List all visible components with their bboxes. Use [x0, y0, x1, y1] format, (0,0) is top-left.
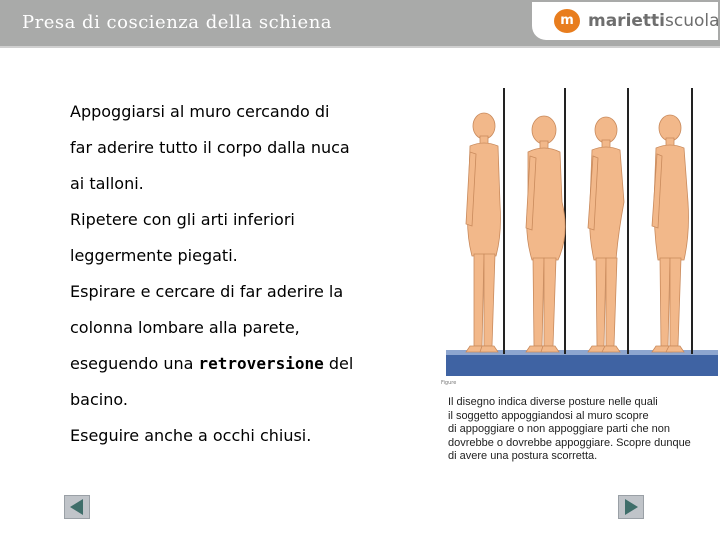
logo-text — [588, 11, 720, 31]
floor — [446, 354, 718, 376]
logo — [532, 2, 718, 40]
arrow-left-icon — [65, 496, 89, 518]
text-line: Ripetere con gli arti inferiori — [70, 210, 295, 229]
header-bar — [0, 0, 720, 46]
logo-brand-bold: marietti — [588, 11, 666, 31]
logo-brand-light: scuola — [665, 11, 720, 31]
instruction-text — [70, 94, 400, 454]
logo-mark: m — [554, 9, 580, 33]
arrow-right-icon — [619, 496, 643, 518]
body-figure-4 — [652, 115, 689, 352]
previous-slide-button[interactable] — [64, 495, 90, 519]
caption-line: Il disegno indica diverse posture nelle quali — [448, 396, 658, 408]
text-line: leggermente piegati. — [70, 246, 238, 265]
wall-line — [503, 88, 505, 354]
figure-side-label: Figure — [441, 380, 457, 386]
text-line: Espirare e cercare di far aderire la — [70, 282, 344, 301]
body-figure-2 — [526, 116, 565, 352]
caption-line: il soggetto appoggiandosi al muro scopre — [448, 409, 649, 422]
keyword-retroversione: retroversione — [198, 354, 324, 373]
next-slide-button[interactable] — [618, 495, 644, 519]
text-line: bacino. — [70, 390, 128, 409]
page-title: Presa di coscienza della schiena — [22, 12, 333, 33]
wall-line — [627, 88, 629, 354]
caption-line: di appoggiare o non appoggiare parti che non — [448, 423, 671, 435]
text-segment: eseguendo una — [70, 354, 199, 373]
caption-line: di avere una postura scorretta. — [448, 450, 598, 462]
text-line — [70, 346, 400, 382]
text-line: Appoggiarsi al muro cercando di — [70, 102, 330, 121]
text-line: far aderire tutto il corpo dalla nuca — [70, 138, 350, 157]
body-figure-3 — [588, 117, 624, 352]
body-figure-1 — [466, 113, 501, 352]
caption-line: dovrebbe o dovrebbe appoggiare. Scopre dunque — [448, 436, 691, 449]
text-segment: del — [323, 354, 354, 373]
header-divider — [0, 46, 720, 48]
text-line: Eseguire anche a occhi chiusi. — [70, 426, 312, 445]
figure-caption — [448, 396, 718, 464]
text-line: ai talloni. — [70, 174, 144, 193]
wall-line — [691, 88, 693, 354]
text-line: colonna lombare alla parete, — [70, 318, 300, 337]
